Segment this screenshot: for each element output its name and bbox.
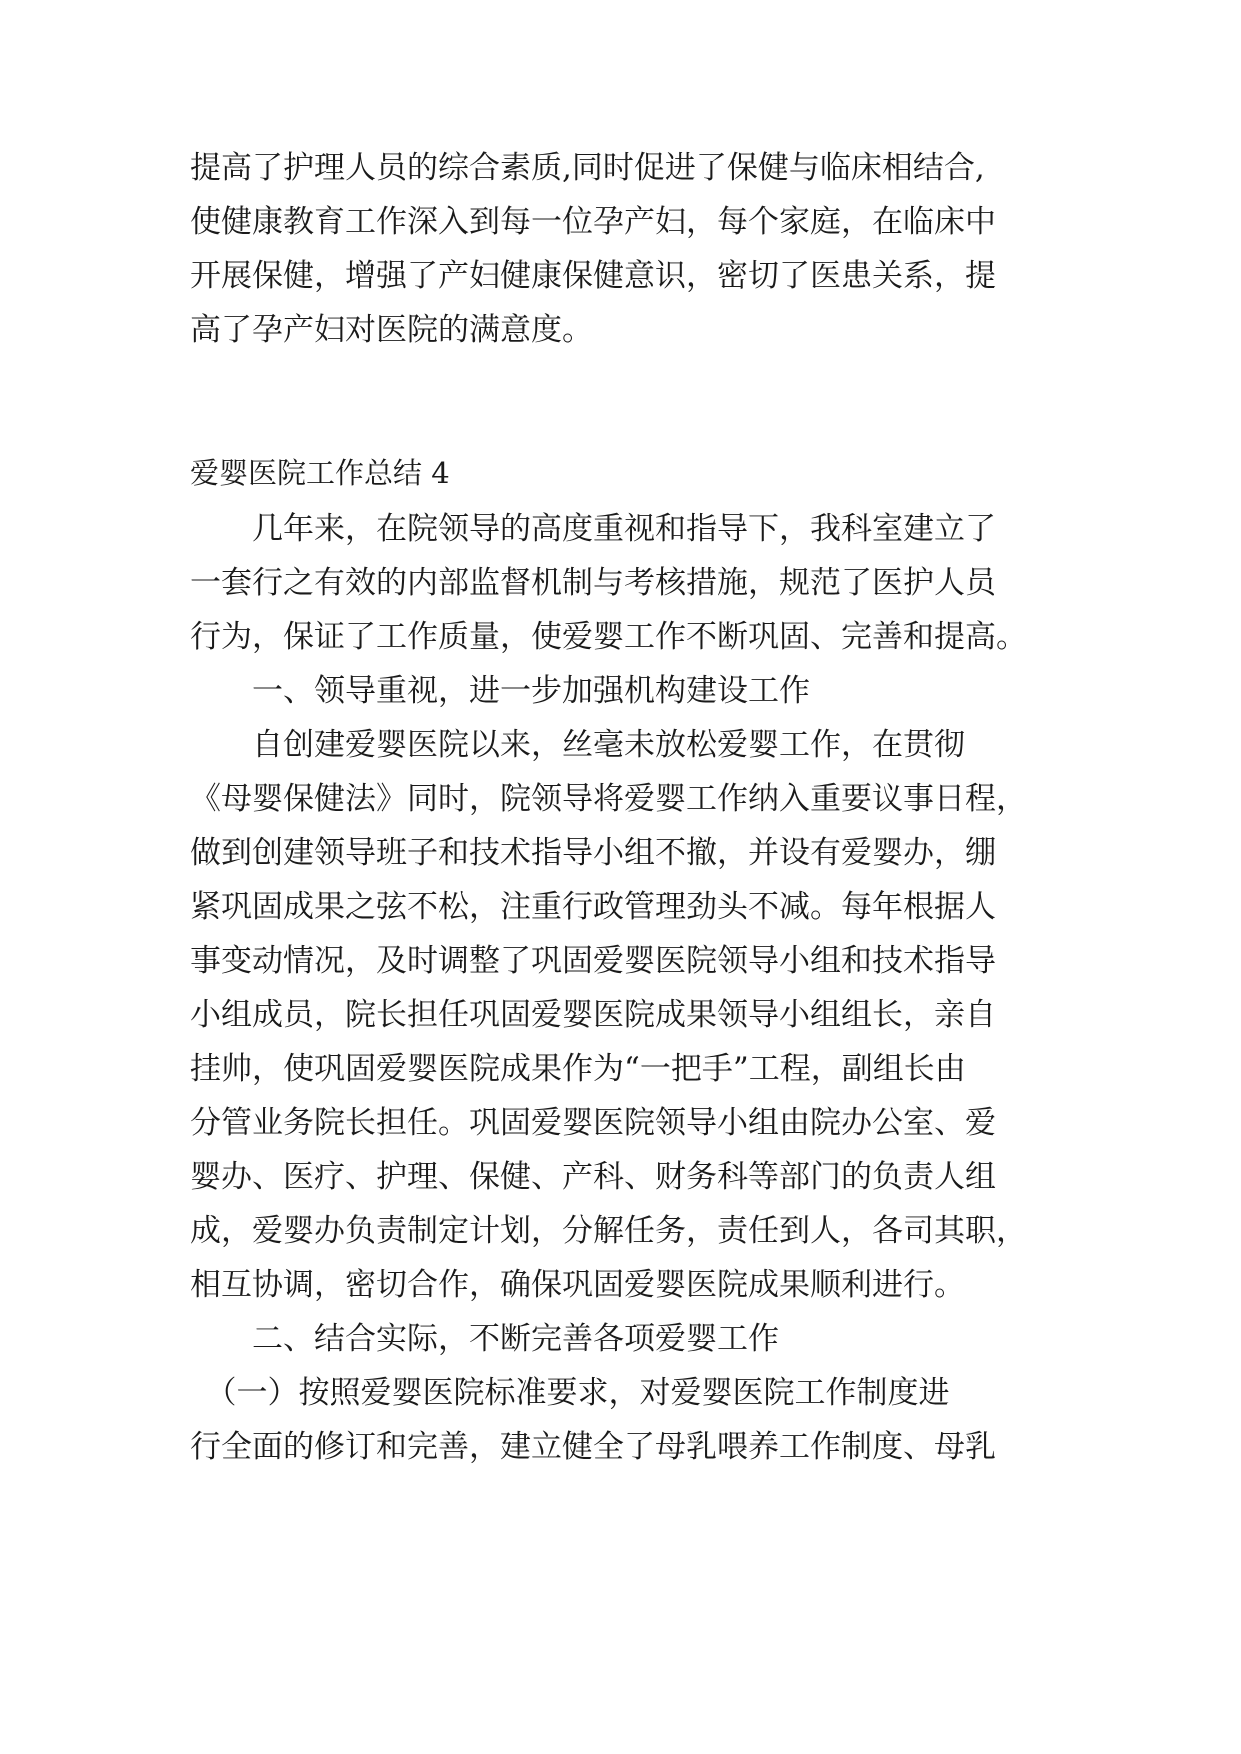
paragraph-line: 婴办、医疗、护理、保健、产科、财务科等部门的负责人组 (190, 1159, 996, 1195)
paragraph-line: 行为，保证了工作质量，使爱婴工作不断巩固、完善和提高。 (190, 619, 1027, 655)
paragraph-line: 成，爱婴办负责制定计划，分解任务，责任到人，各司其职， (190, 1213, 1027, 1249)
paragraph-line: 开展保健，增强了产妇健康保健意识，密切了医患关系，提 (190, 258, 996, 294)
paragraph-line: 事变动情况，及时调整了巩固爱婴医院领导小组和技术指导 (190, 943, 996, 979)
paragraph-line: 紧巩固成果之弦不松，注重行政管理劲头不减。每年根据人 (190, 889, 996, 925)
paragraph-line: （一）按照爱婴医院标准要求，对爱婴医院工作制度进 (190, 1375, 950, 1411)
paragraph-line: 高了孕产妇对医院的满意度。 (190, 312, 593, 348)
subheading-line: 一、领导重视，进一步加强机构建设工作 (190, 673, 810, 709)
section-title: 爱婴医院工作总结 4 (190, 456, 450, 490)
paragraph-line: 自创建爱婴医院以来，丝毫未放松爱婴工作，在贯彻 (190, 727, 965, 763)
paragraph-line: 几年来，在院领导的高度重视和指导下，我科室建立了 (190, 511, 996, 547)
paragraph-line: 挂帅，使巩固爱婴医院成果作为“一把手”工程，副组长由 (190, 1051, 966, 1087)
paragraph-line: 相互协调，密切合作，确保巩固爱婴医院成果顺利进行。 (190, 1267, 965, 1303)
subheading-line: 二、结合实际，不断完善各项爱婴工作 (190, 1321, 779, 1357)
paragraph-line: 行全面的修订和完善，建立健全了母乳喂养工作制度、母乳 (190, 1429, 996, 1465)
paragraph-line: 提高了护理人员的综合素质,同时促进了保健与临床相结合, (190, 150, 985, 186)
paragraph-line: 一套行之有效的内部监督机制与考核措施，规范了医护人员 (190, 565, 996, 601)
paragraph-line: 《母婴保健法》同时，院领导将爱婴工作纳入重要议事日程， (190, 781, 1027, 817)
paragraph-line: 分管业务院长担任。巩固爱婴医院领导小组由院办公室、爱 (190, 1105, 996, 1141)
paragraph-line: 做到创建领导班子和技术指导小组不撤，并设有爱婴办，绷 (190, 835, 996, 871)
paragraph-line: 小组成员，院长担任巩固爱婴医院成果领导小组组长，亲自 (190, 997, 996, 1033)
paragraph-line: 使健康教育工作深入到每一位孕产妇，每个家庭，在临床中 (190, 204, 996, 240)
